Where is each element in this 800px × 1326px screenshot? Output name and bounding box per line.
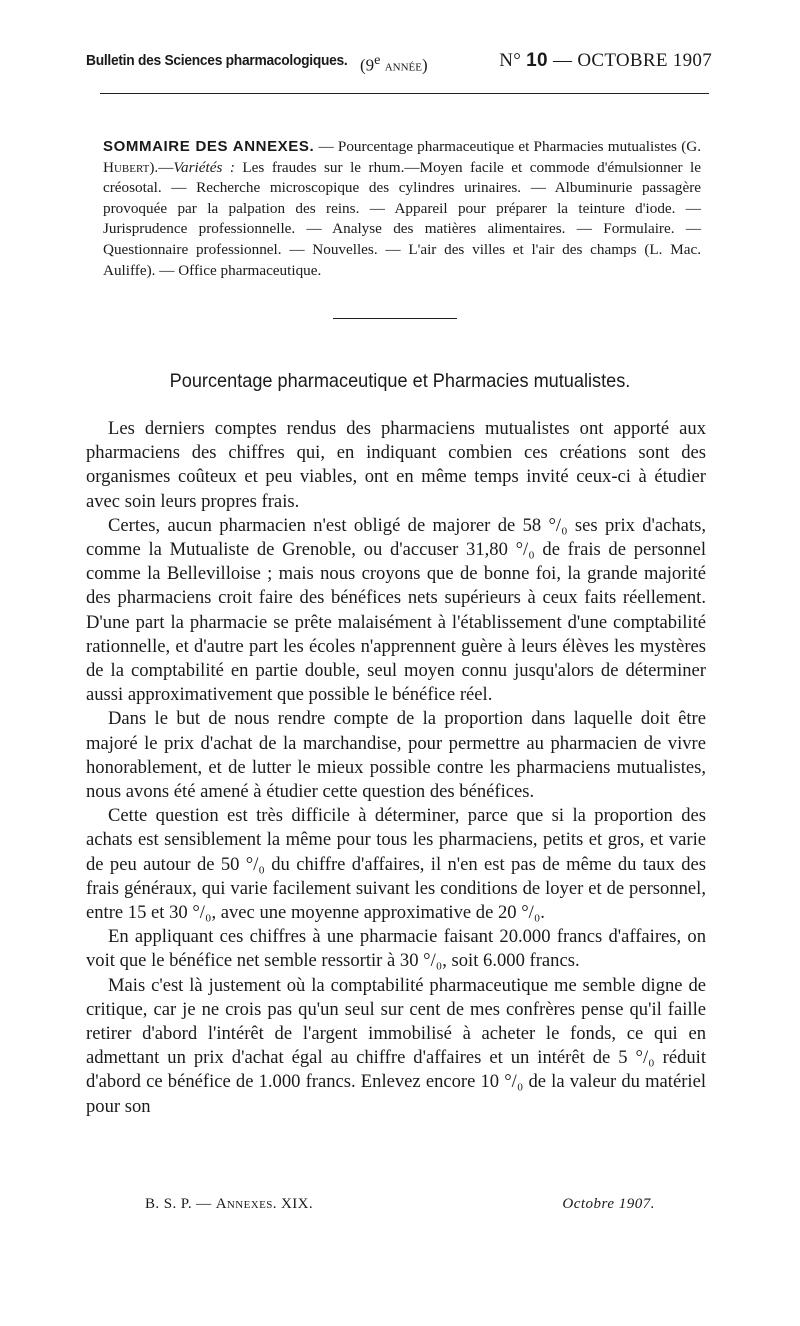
issue-date: — OCTOBRE 1907: [552, 50, 712, 71]
article-body: [86, 417, 706, 1119]
article-title: Pourcentage pharmaceutique et Pharmacies mutualistes.: [169, 370, 631, 392]
annex-summary: SOMMAIRE DES ANNEXES. — Pourcentage pharmaceutique et Pharmacies mutualistes (G. Hubert).—Variétés : Les fraudes sur le rhum.—Moyen facile et commode d'émulsionner le créosotal. — Recherche microscopique des cylindres urinaires. — Albuminurie passagère provoquée par la palpation des reins. — Appareil pour préparer la teinture d'iode. — Jurisprudence professionnelle. — Analyse des matières alimentaires. — Formulaire. — Questionnaire professionnel. — Nouvelles. — L'air des villes et l'air des champs (L. Mac. Auliffe). — Office pharmaceutique.: [103, 138, 702, 279]
paragraph: En appliquant ces chiffres à une pharmacie faisant 20.000 francs d'affaires, on voit que le bénéfice net semble ressortir à 30 °/₀, soit 6.000 francs.: [86, 926, 706, 972]
summary-label: SOMMAIRE DES ANNEXES.: [103, 138, 315, 155]
journal-year: (9e année): [360, 52, 428, 75]
journal-title: Bulletin des Sciences pharmacologiques.: [86, 52, 348, 69]
paragraph: Dans le but de nous rendre compte de la proportion dans laquelle doit être majoré le prix d'achat de la marchandise, pour permettre au pharmacien de vivre honorablement, et de lutter le mieux possible contre les pharmaciens mutualistes, nous avons été amené à étudier cette question des bénéfices.: [86, 708, 706, 803]
paragraph: Cette question est très difficile à déterminer, parce que si la proportion des achats est sensiblement la même pour tous les pharmaciens, petits et gros, et varie de peu autour de 50 °/₀ du chiffre d'affaires, il n'en est pas de même du taux des frais généraux, qui varie facilement suivant les conditions de loyer et de personnel, entre 15 et 30 °/₀, avec une moyenne approximative de 20 °/₀.: [86, 805, 706, 924]
author-name: Hubert: [103, 158, 150, 176]
page-header: [86, 50, 712, 78]
paragraph: Les derniers comptes rendus des pharmaciens mutualistes ont apporté aux pharmaciens des chiffres qui, en indiquant combien ces créations sont des organismes coûteux et peu viables, ont en même temps invité ceux-ci à étudier avec soin leurs propres frais.: [86, 418, 706, 512]
footer-date: Octobre 1907.: [562, 1196, 655, 1212]
paragraph: Certes, aucun pharmacien n'est obligé de majorer de 58 °/₀ ses prix d'achats, comme la Mutualiste de Grenoble, ou d'accuser 31,80 °/₀ de frais de personnel comme la Bellevilloise ; mais nous croyons que de bonne foi, la grande majorité des pharmaciens croit faire des bénéfices nets supérieurs à ceux faits réellement. D'une part la pharmacie se prête malaisément à l'établissement d'une comptabilité rationnelle, et d'autre part les écoles n'apprennent guère à leurs élèves les mystères de la comptabilité en partie double, seul moyen connu jusqu'alors de déterminer aussi approximativement que possible le bénéfice réel.: [86, 514, 706, 706]
footer-reference: B. S. P. — Annexes. XIX.: [145, 1196, 314, 1212]
paragraph: Mais c'est là justement où la comptabilité pharmaceutique me semble digne de critique, car je ne crois pas qu'un seul sur cent de mes confrères pense qu'il faille retirer d'abord l'intérêt de l'argent immobilisé à acheter le fonds, ce qui en admettant un prix d'achat égal au chiffre d'affaires et un intérêt de 5 °/₀ réduit d'abord ce bénéfice de 1.000 francs. Enlevez encore 10 °/₀ de la valeur du matériel pour son: [86, 974, 706, 1117]
header-rule: [100, 93, 709, 94]
issue-info: N° 10 — OCTOBRE 1907: [499, 50, 712, 71]
issue-number: 10: [526, 50, 548, 71]
varietes-label: Variétés :: [173, 158, 235, 176]
section-divider: [333, 318, 457, 319]
page-footer: [145, 1196, 655, 1218]
